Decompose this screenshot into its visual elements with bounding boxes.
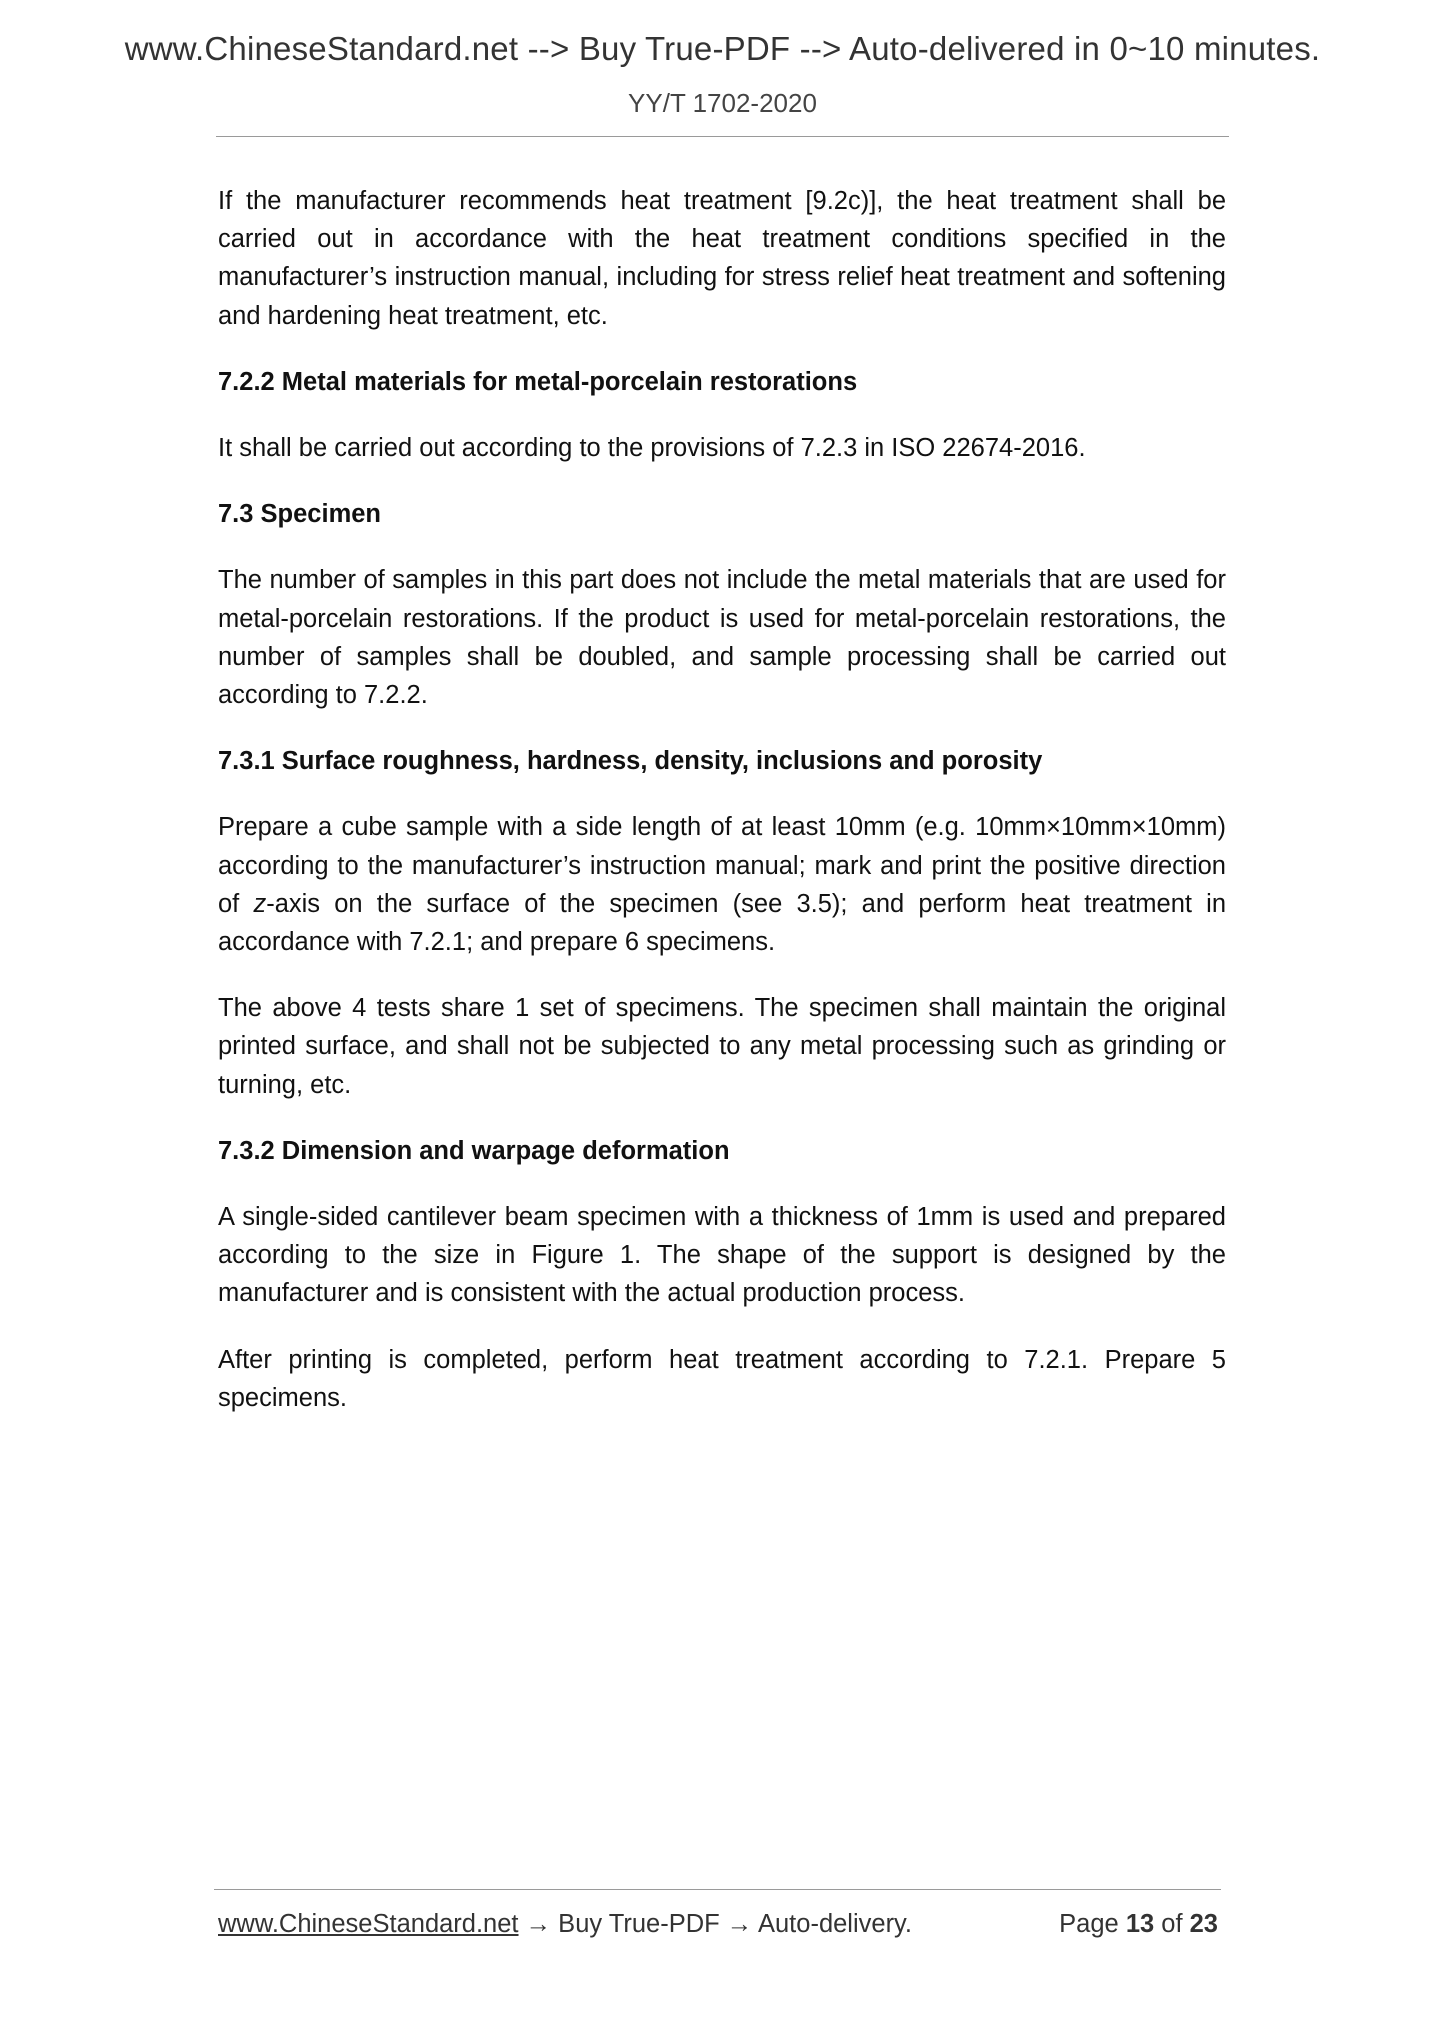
total-pages-number: 23 [1189,1910,1218,1938]
document-body [218,182,1226,1445]
heading-7-3-2: 7.3.2 Dimension and warpage deformation [218,1136,730,1165]
footer-site-link[interactable]: www.ChineseStandard.net [218,1910,519,1938]
heading-7-3-1: 7.3.1 Surface roughness, hardness, density, inclusions and porosity [218,747,1043,776]
paragraph-heat-treatment: If the manufacturer recommends heat treatment [9.2c)], the heat treatment shall be carried out in accordance with the heat treatment conditions specified in the manufacturer’s instruction manual, including for stress relief heat treatment and softening and hardening heat treatment, etc. [218,187,1226,330]
heading-7-3: 7.3 Specimen [218,500,381,529]
footer-left [218,1910,912,1939]
footer-tagline: → Buy True-PDF → Auto-delivery. [518,1910,912,1938]
of-word: of [1154,1910,1190,1938]
paragraph-cube-sample-part-b: -axis on the surface of the specimen (see 3.5); and perform heat treatment in accordance with 7.2.1; and prepare 6 specimens. [218,889,1227,957]
paragraph-cantilever-beam: A single-sided cantilever beam specimen with a thickness of 1mm is used and prepared according to the size in Figure 1. The shape of the support is designed by the manufacturer and is consistent with the actual production process. [218,1203,1226,1308]
paragraph-shared-specimens: The above 4 tests share 1 set of specimens. The specimen shall maintain the original printed surface, and shall not be subjected to any metal processing such as grinding or turning, etc. [218,994,1226,1099]
paragraph-iso-reference: It shall be carried out according to the provisions of 7.2.3 in ISO 22674-2016. [218,434,1086,463]
page-indicator [1059,1910,1218,1939]
heading-7-2-2: 7.2.2 Metal materials for metal-porcelain restorations [218,367,858,396]
current-page-number: 13 [1125,1910,1155,1938]
paragraph-cube-sample [218,808,1226,961]
top-banner: www.ChineseStandard.net --> Buy True-PDF --> Auto-delivered in 0~10 minutes. [124,30,1321,67]
page-word: Page [1059,1910,1126,1938]
z-axis-italic: z [253,889,267,918]
document-code: YY/T 1702-2020 [628,88,817,118]
paragraph-number-of-samples: The number of samples in this part does not include the metal materials that are used for metal-porcelain restorations. If the product is used for metal-porcelain restorations, the number of samples shall be doubled, and sample processing shall be carried out according to 7.2.2. [218,566,1226,710]
header-divider [216,136,1229,137]
footer-divider [214,1889,1221,1890]
paragraph-cube-sample-part-a: Prepare a cube sample with a side length of at least 10mm (e.g. 10mm×10mm×10mm) according to the manufacturer’s instruction manual; mark and print the positive direction of [218,813,1226,918]
paragraph-after-printing: After printing is completed, perform heat treatment according to 7.2.1. Prepare 5 specimens. [218,1345,1226,1412]
